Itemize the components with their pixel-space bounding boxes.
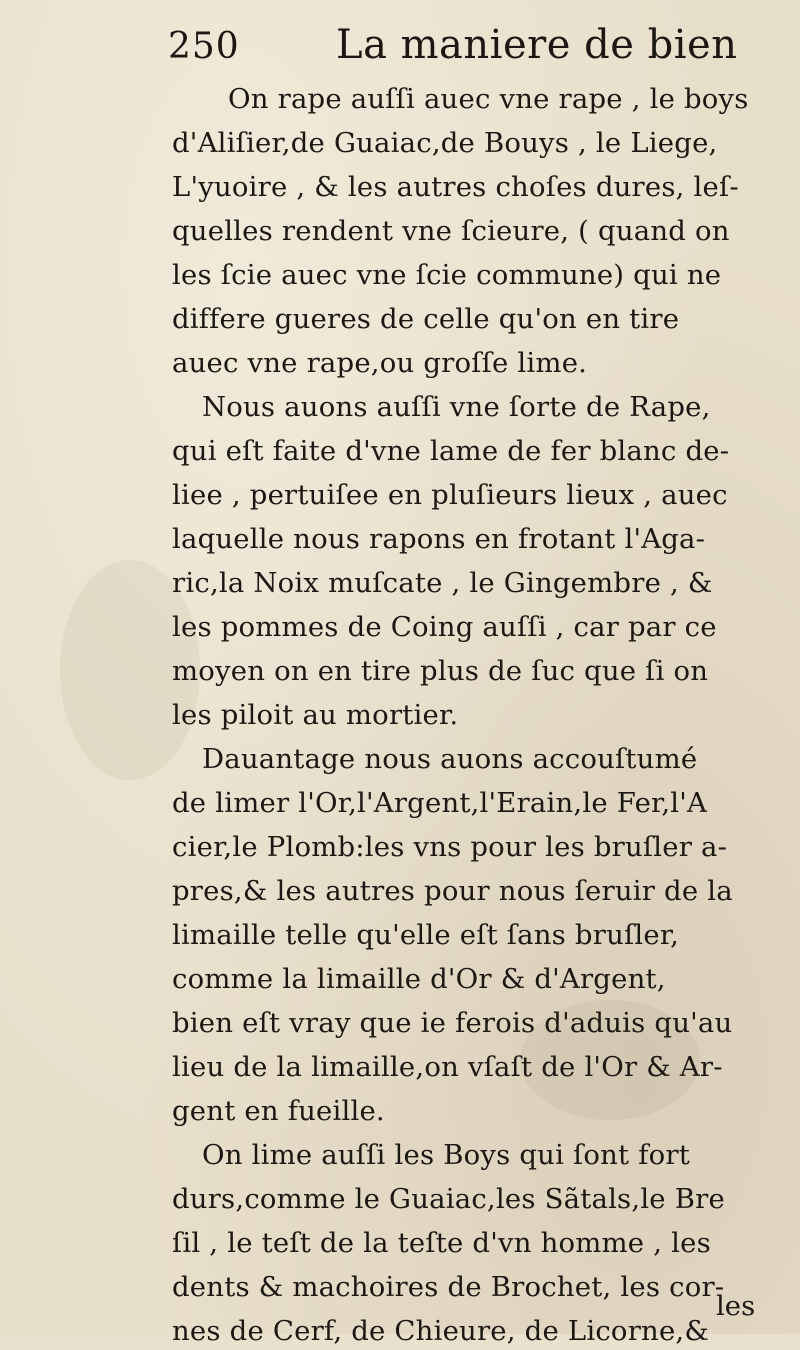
text-line: nes de Cerf, de Chieure, de Licorne,&	[172, 1315, 710, 1347]
text-line: laquelle nous rapons en frotant l'Aga-	[172, 523, 706, 555]
catchword: les	[716, 1290, 756, 1322]
text-line: On lime auſſi les Boys qui ſont fort	[202, 1139, 690, 1171]
text-line: limaille telle qu'elle eſt ſans bruſler,	[172, 919, 680, 951]
text-line: moyen on en tire plus de ſuc que ſi on	[172, 655, 709, 687]
body-text	[172, 80, 772, 1347]
text-line: qui eſt faite d'vne lame de fer blanc de-	[172, 435, 730, 467]
text-line: les pommes de Coing auſſi , car par ce	[172, 611, 717, 643]
page-number: 250	[168, 26, 240, 67]
text-line: lieu de la limaille,on vſaſt de l'Or & Ar-	[172, 1051, 723, 1083]
text-line: durs,comme le Guaiac,les Sãtals,le Bre	[172, 1183, 725, 1215]
text-line: les piloit au mortier.	[172, 699, 459, 731]
text-line: liee , pertuiſee en pluſieurs lieux , auec	[172, 479, 728, 511]
text-line: pres,& les autres pour nous ſeruir de la	[172, 875, 733, 907]
text-line: Nous auons auſſi vne ſorte de Rape,	[202, 391, 711, 423]
text-line: ſil , le teſt de la teſte d'vn homme , les	[172, 1227, 711, 1259]
text-line: L'yuoire , & les autres choſes dures, leſ-	[172, 171, 739, 203]
text-line: Dauantage nous auons accouſtumé	[202, 743, 698, 775]
running-title: La maniere de bien	[336, 22, 738, 68]
text-line: On rape auſſi auec vne rape , le boys	[228, 83, 749, 115]
text-line: auec vne rape,ou groſſe lime.	[172, 347, 588, 379]
text-line: d'Aliſier,de Guaiac,de Bouys , le Liege,	[172, 127, 718, 159]
text-line: ric,la Noix muſcate , le Gingembre , &	[172, 567, 713, 599]
text-line: cier,le Plomb:les vns pour les bruſler a-	[172, 831, 728, 863]
text-line: comme la limaille d'Or & d'Argent,	[172, 963, 666, 995]
text-line: bien eſt vray que ie ferois d'aduis qu'au	[172, 1007, 733, 1039]
text-line: gent en fueille.	[172, 1095, 385, 1127]
text-line: differe gueres de celle qu'on en tire	[172, 303, 680, 335]
text-line: quelles rendent vne ſcieure, ( quand on	[172, 215, 730, 247]
running-head	[168, 22, 738, 72]
text-line: dents & machoires de Brochet, les cor-	[172, 1271, 725, 1303]
text-line: les ſcie auec vne ſcie commune) qui ne	[172, 259, 722, 291]
text-line: de limer l'Or,l'Argent,l'Erain,le Fer,l'A	[172, 787, 708, 819]
